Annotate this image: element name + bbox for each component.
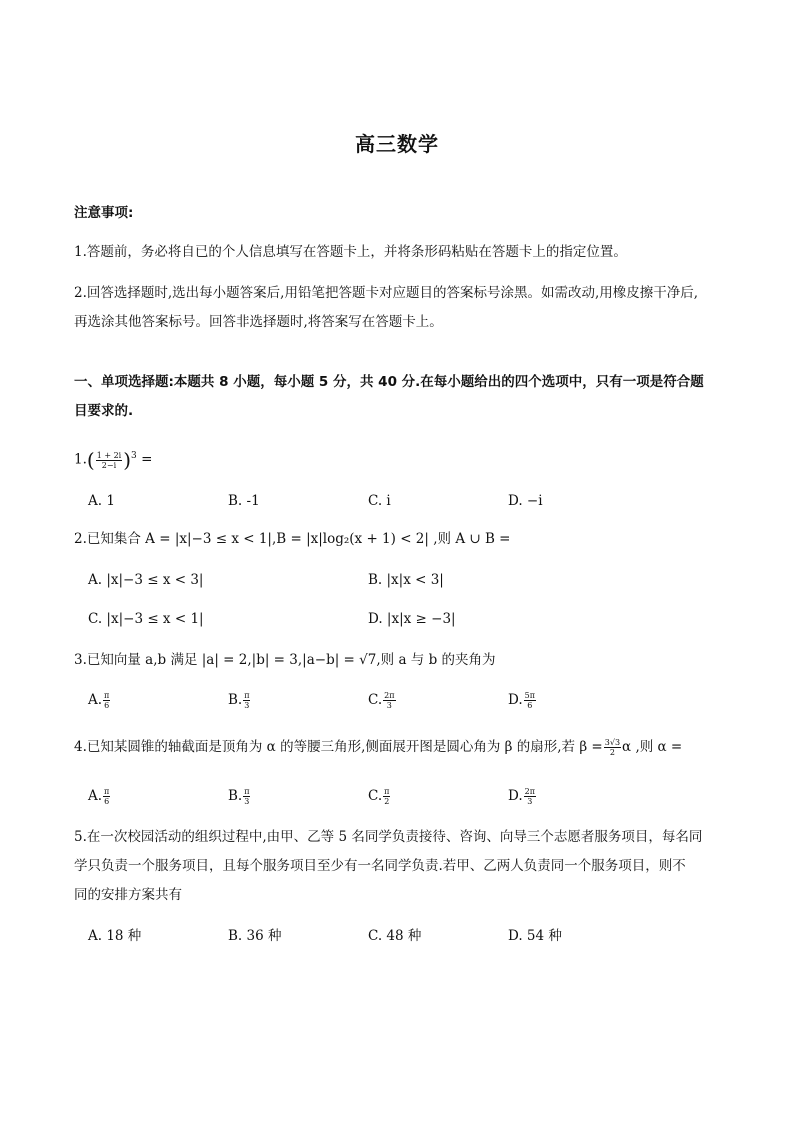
notice-item-2-line-1: 2.回答选择题时,选出每小题答案后,用铅笔把答题卡对应题目的答案标号涂黑。如需改动,用橡皮擦干净后, [74, 285, 699, 301]
question-2-option-a[interactable]: A. |x|−3 ≤ x < 3| [88, 572, 204, 588]
question-5-stem-line-1: 5.在一次校园活动的组织过程中,由甲、乙等 5 名同学负责接待、咨询、向导三个志愿者服务项目，每名同 [74, 829, 703, 845]
notice-item-1: 1.答题前，务必将自已的个人信息填写在答题卡上，并将条形码粘贴在答题卡上的指定位置。 [74, 244, 627, 260]
question-3-option-d[interactable]: D. $\frac{5\pi}{6}$ [508, 691, 535, 710]
question-2-option-d[interactable]: D. |x|x ≥ −3| [368, 611, 456, 627]
question-4-stem: 4.已知某圆锥的轴截面是顶角为 α 的等腰三角形,侧面展开图是圆心角为 β 的扇形,若 β = $\frac{3√3}{2}$ α ,则 α = [74, 738, 683, 757]
fraction: $\frac{3√3}{2}$ [604, 738, 621, 757]
question-4-option-b[interactable]: B. $\frac{\pi}{3}$ [228, 787, 250, 806]
question-2-option-b[interactable]: B. |x|x < 3| [368, 572, 444, 588]
equals-sign: = [136, 451, 153, 468]
question-3-option-b[interactable]: B. $\frac{\pi}{3}$ [228, 691, 250, 710]
question-4-option-a[interactable]: A. $\frac{\pi}{6}$ [88, 787, 110, 806]
question-1-option-b[interactable]: B. -1 [228, 493, 260, 509]
page-title: 高三数学 [355, 132, 439, 156]
question-5-option-c[interactable]: C. 48 种 [368, 928, 422, 944]
question-1-option-a[interactable]: A. 1 [88, 493, 115, 509]
question-2-stem: 2.已知集合 A = |x|−3 ≤ x < 1|,B = |x|log₂(x + 1) < 2| ,则 A ∪ B = [74, 531, 511, 547]
question-3-option-c[interactable]: C. $\frac{2\pi}{3}$ [368, 691, 395, 710]
question-5-option-b[interactable]: B. 36 种 [228, 928, 282, 944]
question-1-option-d[interactable]: D. −i [508, 493, 543, 509]
notice-heading: 注意事项: [74, 205, 134, 221]
question-5-option-a[interactable]: A. 18 种 [88, 928, 142, 944]
section-heading-line-2: 目要求的. [74, 403, 134, 419]
question-3-option-a[interactable]: A. $\frac{\pi}{6}$ [88, 691, 110, 710]
question-5-option-d[interactable]: D. 54 种 [508, 928, 562, 944]
question-1-option-c[interactable]: C. i [368, 493, 391, 509]
section-heading-line-1: 一、单项选择题:本题共 8 小题，每小题 5 分，共 40 分.在每小题给出的四个选项中，只有一项是符合题 [74, 374, 704, 390]
fraction: $\frac{1 + 2i}{2-i}$ [96, 450, 122, 470]
question-2-option-c[interactable]: C. |x|−3 ≤ x < 1| [88, 611, 204, 627]
question-4-option-c[interactable]: C. $\frac{\pi}{2}$ [368, 787, 390, 806]
question-4-option-d[interactable]: D. $\frac{2\pi}{3}$ [508, 787, 535, 806]
question-5-stem-line-2: 学只负责一个服务项目，且每个服务项目至少有一名同学负责.若甲、乙两人负责同一个服务项目，则不 [74, 858, 686, 874]
question-3-stem: 3.已知向量 a,b 满足 |a| = 2,|b| = 3,|a−b| = √7,则 a 与 b 的夹角为 [74, 652, 496, 668]
question-1-stem: 1.( $\frac{1 + 2i}{2-i}$ )$^3$ = [74, 448, 153, 472]
sqrt-seven: √7 [359, 652, 377, 668]
notice-item-2-line-2: 再选涂其他答案标号。回答非选择题时,将答案写在答题卡上。 [74, 314, 443, 330]
question-number: 1. [74, 451, 87, 468]
question-5-stem-line-3: 同的安排方案共有 [74, 887, 182, 903]
exponent: 3 [131, 451, 137, 461]
